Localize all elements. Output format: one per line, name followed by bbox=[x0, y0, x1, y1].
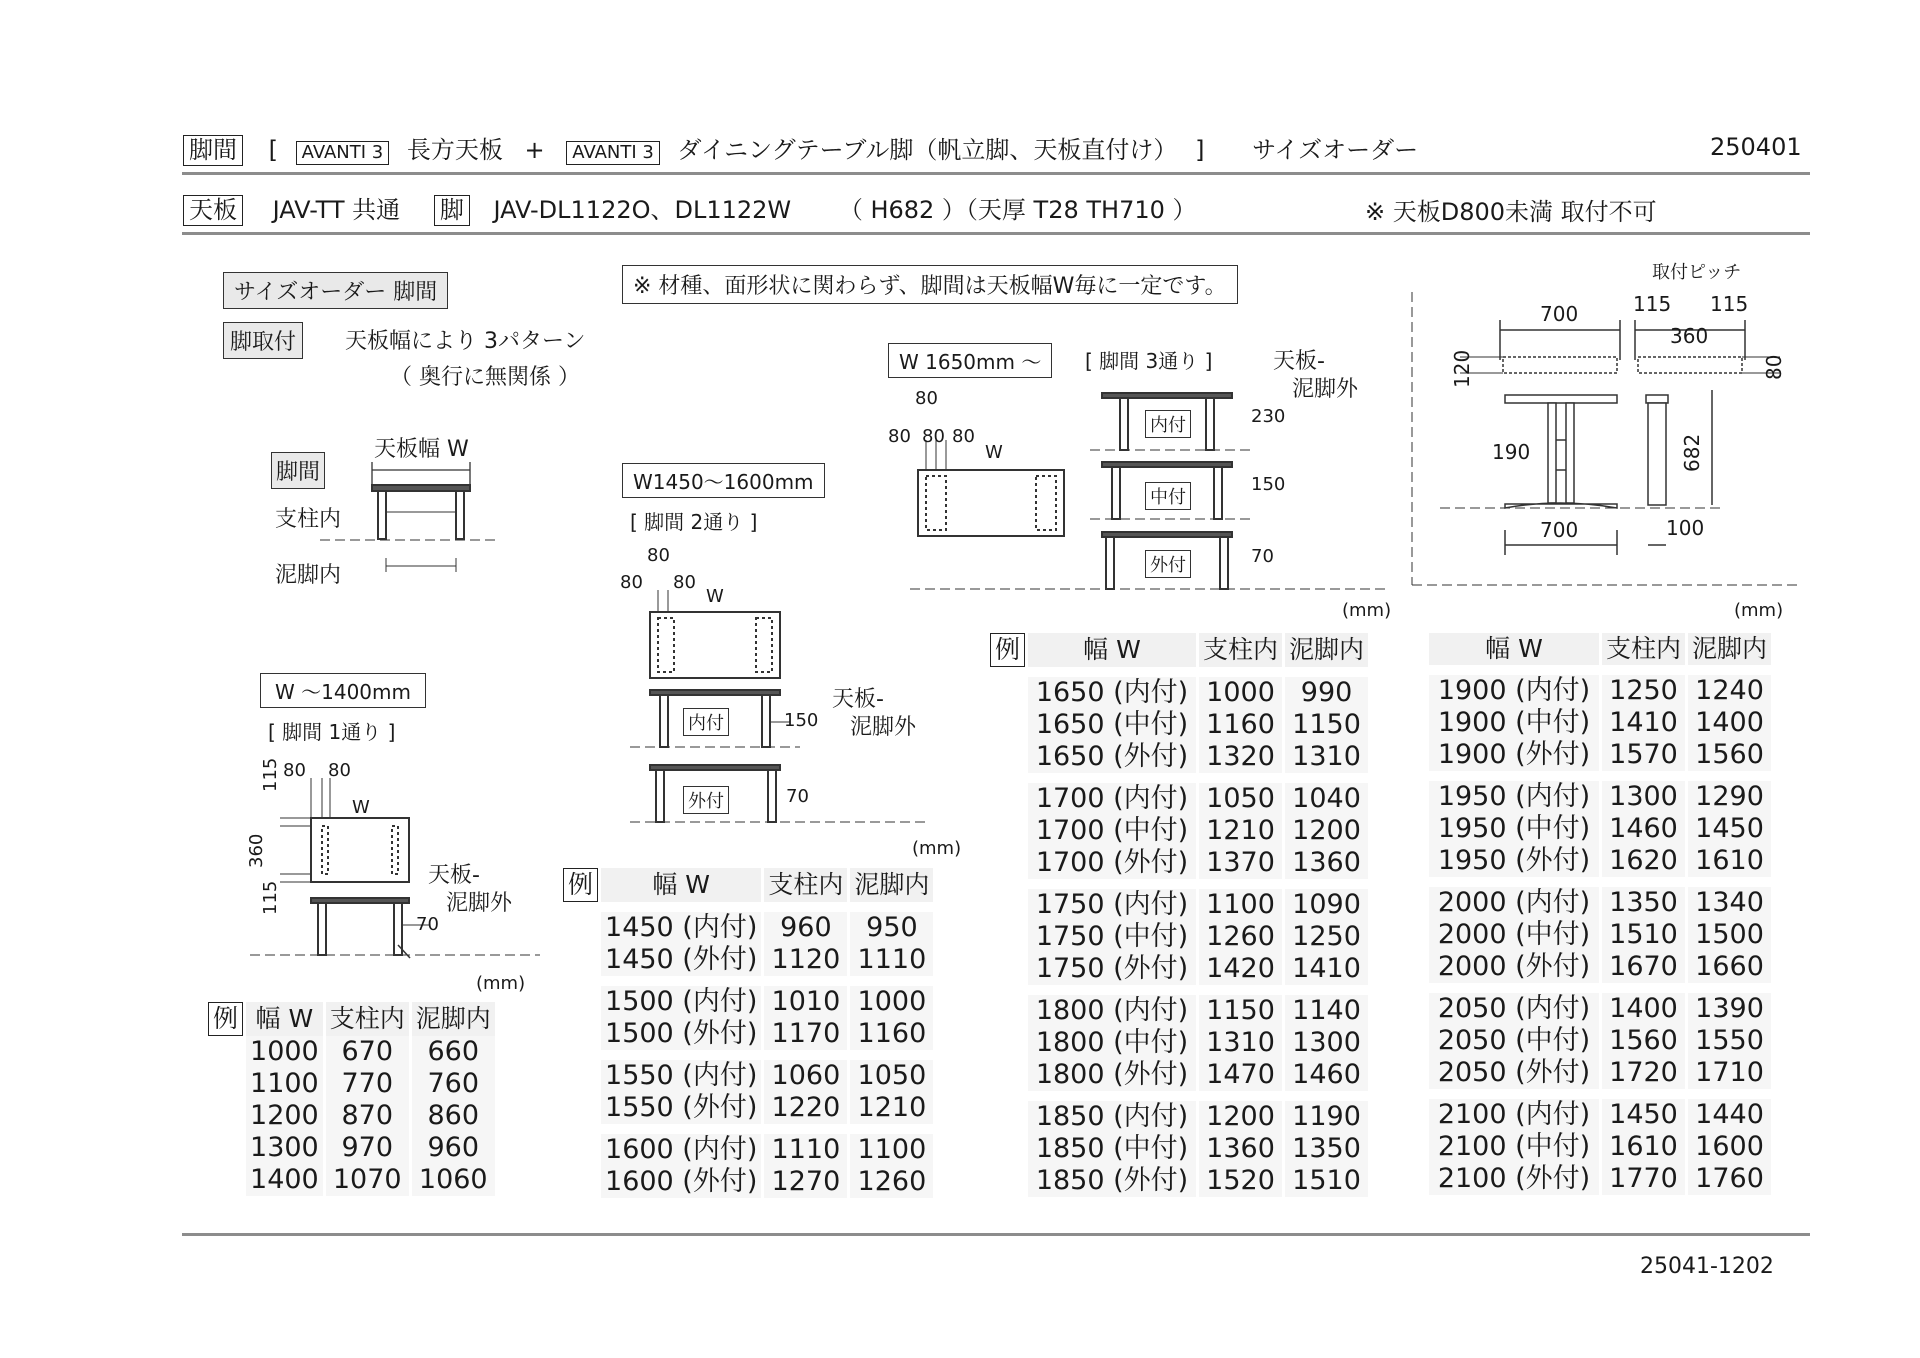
table-row: 2100 (内付) 1450 1440 bbox=[1429, 1099, 1771, 1131]
table-row: 1750 (外付) 1420 1410 bbox=[990, 953, 1368, 985]
table-row: 2050 (内付) 1400 1390 bbox=[1429, 993, 1771, 1025]
p2-label-tenban: 天板- bbox=[832, 687, 884, 712]
notice-box: ※ 材種、面形状に関わらず、脚間は天板幅W毎に一定です。 bbox=[622, 265, 1238, 304]
table-row: 1650 (外付) 1320 1310 bbox=[990, 741, 1368, 773]
table-row: 1850 (中付) 1360 1350 bbox=[990, 1133, 1368, 1165]
table-row: 1600 (外付) 1270 1260 bbox=[563, 1166, 933, 1198]
table-row: 1950 (外付) 1620 1610 bbox=[1429, 845, 1771, 877]
table-row: 1800 (外付) 1470 1460 bbox=[990, 1059, 1368, 1091]
p1-dim-360: 360 bbox=[246, 833, 267, 868]
table-row: 1550 (内付) 1060 1050 bbox=[563, 1060, 933, 1092]
table-row: 2100 (外付) 1770 1760 bbox=[1429, 1163, 1771, 1195]
col-doashi: 泥脚内 bbox=[1285, 633, 1368, 667]
pattern2-count: [ 脚間 2通り ] bbox=[630, 510, 758, 534]
table-row: 1700 (中付) 1210 1200 bbox=[990, 815, 1368, 847]
col-doashi: 泥脚内 bbox=[1688, 633, 1771, 665]
pattern3-range: W 1650mm ～ bbox=[888, 343, 1052, 378]
col-doashi: 泥脚内 bbox=[850, 868, 933, 902]
rei-badge: 例 bbox=[208, 1002, 243, 1036]
table-row: 1900 (中付) 1410 1400 bbox=[1429, 707, 1771, 739]
table-row: 2100 (中付) 1610 1600 bbox=[1429, 1131, 1771, 1163]
p2-dim-70: 70 bbox=[786, 786, 809, 807]
col-shichu: 支柱内 bbox=[1602, 633, 1685, 665]
col-shichu: 支柱内 bbox=[1199, 633, 1282, 667]
p2-dim-80top: 80 bbox=[647, 545, 670, 566]
height-spec: （ H682 ）（天厚 T28 TH710 ） bbox=[838, 196, 1197, 224]
pitch-dim-682: 682 bbox=[1680, 433, 1704, 472]
pitch-dim-700-bottom: 700 bbox=[1540, 518, 1579, 542]
brand-badge-2: AVANTI 3 bbox=[566, 141, 660, 165]
table-row: 1500 (内付) 1010 1000 bbox=[563, 986, 933, 1018]
table-row: 1800 (内付) 1150 1140 bbox=[990, 995, 1368, 1027]
p1-dim-115a: 115 bbox=[260, 757, 281, 792]
p2-dim-150: 150 bbox=[784, 710, 819, 731]
p2-label-doashi: 泥脚外 bbox=[850, 715, 917, 740]
col-doashi: 泥脚内 bbox=[412, 1002, 495, 1036]
table-row: 1900 (外付) 1570 1560 bbox=[1429, 739, 1771, 771]
pitch-dim-360: 360 bbox=[1670, 324, 1709, 348]
attach-label: 脚取付 bbox=[223, 322, 303, 359]
table-row: 1850 (内付) 1200 1190 bbox=[990, 1101, 1368, 1133]
col-width: 幅 W bbox=[246, 1002, 323, 1036]
table-row: 1400 1070 1060 bbox=[208, 1164, 495, 1196]
pattern1-count: [ 脚間 1通り ] bbox=[268, 720, 396, 744]
p2-label-soto: 外付 bbox=[683, 786, 729, 814]
p1-dim-70: 70 bbox=[416, 914, 439, 935]
pattern3-count: [ 脚間 3通り ] bbox=[1085, 349, 1213, 373]
table-row: 1950 (中付) 1460 1450 bbox=[1429, 813, 1771, 845]
p2-label-uchi: 内付 bbox=[683, 708, 729, 736]
table-row: 1750 (中付) 1260 1250 bbox=[990, 921, 1368, 953]
table-row: 1700 (外付) 1370 1360 bbox=[990, 847, 1368, 879]
p3-dim-w: W bbox=[985, 442, 1003, 463]
p1-dim-80b: 80 bbox=[328, 760, 351, 781]
p3-dim-80c: 80 bbox=[952, 426, 975, 447]
p2-unit: (mm) bbox=[912, 838, 962, 859]
diagram-shichu-label: 支柱内 bbox=[275, 507, 342, 532]
col-width: 幅 W bbox=[1028, 633, 1196, 667]
product-1: 長方天板 bbox=[406, 136, 503, 164]
table-row: 1650 (内付) 1000 990 bbox=[990, 677, 1368, 709]
table-row: 1850 (外付) 1520 1510 bbox=[990, 1165, 1368, 1197]
table-row: 1450 (外付) 1120 1110 bbox=[563, 944, 933, 976]
p1-dim-115b: 115 bbox=[260, 880, 281, 915]
pitch-dim-100: 100 bbox=[1666, 516, 1705, 540]
tenban-code: JAV-TT 共通 bbox=[272, 196, 401, 224]
pattern2-range: W1450～1600mm bbox=[622, 463, 825, 498]
p3-label-tenban: 天板- bbox=[1273, 349, 1325, 374]
footer-code: 25041-1202 bbox=[1640, 1254, 1774, 1279]
doc-number: 250401 bbox=[1710, 133, 1802, 161]
kyaku-code: JAV-DL1122O、DL1122W bbox=[493, 196, 792, 224]
pitch-dim-700-top: 700 bbox=[1540, 302, 1579, 326]
p1-dim-w: W bbox=[352, 797, 370, 818]
table-row: 1000 670 660 bbox=[208, 1036, 495, 1068]
pitch-dim-115b: 115 bbox=[1710, 292, 1749, 316]
col-shichu: 支柱内 bbox=[326, 1002, 409, 1036]
p3-label-naka: 中付 bbox=[1145, 482, 1191, 510]
subheader-note: ※ 天板D800未満 取付不可 bbox=[1365, 198, 1657, 226]
p3-dim-80top: 80 bbox=[915, 388, 938, 409]
p1-label-tenban: 天板- bbox=[428, 863, 480, 888]
table-row: 1800 (中付) 1310 1300 bbox=[990, 1027, 1368, 1059]
table-row: 1650 (中付) 1160 1150 bbox=[990, 709, 1368, 741]
brand-badge-1: AVANTI 3 bbox=[296, 141, 390, 165]
size-order-label: サイズオーダー bbox=[1252, 136, 1419, 164]
p2-dim-w: W bbox=[706, 586, 724, 607]
p3-dim-150: 150 bbox=[1251, 474, 1286, 495]
pitch-dim-190: 190 bbox=[1492, 440, 1531, 464]
p2-dim-80l: 80 bbox=[620, 572, 643, 593]
pattern1-range: W ～1400mm bbox=[260, 673, 426, 708]
p1-label-doashi: 泥脚外 bbox=[446, 891, 513, 916]
table-row: 2000 (外付) 1670 1660 bbox=[1429, 951, 1771, 983]
table-row: 1300 970 960 bbox=[208, 1132, 495, 1164]
rei-badge: 例 bbox=[563, 868, 598, 902]
pitch-dim-115a: 115 bbox=[1633, 292, 1672, 316]
p3-dim-80b: 80 bbox=[922, 426, 945, 447]
table-row: 2000 (中付) 1510 1500 bbox=[1429, 919, 1771, 951]
table-row: 1200 870 860 bbox=[208, 1100, 495, 1132]
p3-label-doashi: 泥脚外 bbox=[1292, 377, 1359, 402]
table-row: 2050 (外付) 1720 1710 bbox=[1429, 1057, 1771, 1089]
table-row: 1900 (内付) 1250 1240 bbox=[1429, 675, 1771, 707]
tenban-label: 天板 bbox=[183, 195, 243, 226]
table-row: 1950 (内付) 1300 1290 bbox=[1429, 781, 1771, 813]
attach-desc-2: （ 奥行に無関係 ） bbox=[390, 365, 580, 390]
p3-unit-1: (mm) bbox=[1342, 600, 1392, 621]
p3-label-uchi: 内付 bbox=[1145, 410, 1191, 438]
kyaku-label: 脚 bbox=[434, 195, 470, 226]
table-row: 1450 (内付) 960 950 bbox=[563, 912, 933, 944]
table-row: 1550 (外付) 1220 1210 bbox=[563, 1092, 933, 1124]
p3-dim-230: 230 bbox=[1251, 406, 1286, 427]
diagram-doashi-label: 泥脚内 bbox=[275, 563, 342, 588]
diagram-width-label: 天板幅 W bbox=[374, 437, 469, 462]
table-row: 1100 770 760 bbox=[208, 1068, 495, 1100]
p2-dim-80r: 80 bbox=[673, 572, 696, 593]
table-row: 1600 (内付) 1110 1100 bbox=[563, 1134, 933, 1166]
pitch-dim-120: 120 bbox=[1450, 349, 1474, 388]
p3-unit-2: (mm) bbox=[1734, 600, 1784, 621]
kyakuma-label: 脚間 bbox=[183, 135, 243, 166]
p1-dim-80a: 80 bbox=[283, 760, 306, 781]
pitch-dim-80: 80 bbox=[1762, 354, 1786, 380]
table-row: 2000 (内付) 1350 1340 bbox=[1429, 887, 1771, 919]
table-row: 2050 (中付) 1560 1550 bbox=[1429, 1025, 1771, 1057]
pitch-title: 取付ピッチ bbox=[1652, 262, 1742, 283]
product-2: ダイニングテーブル脚（帆立脚、天板直付け） bbox=[677, 136, 1178, 164]
footer-divider bbox=[182, 1233, 1810, 1236]
p3-label-soto: 外付 bbox=[1145, 550, 1191, 578]
table-row: 1500 (外付) 1170 1160 bbox=[563, 1018, 933, 1050]
diagram-kyakuma-label: 脚間 bbox=[271, 452, 325, 489]
plus-sign: + bbox=[524, 136, 545, 164]
bracket-open: [ bbox=[268, 136, 279, 164]
rei-badge: 例 bbox=[990, 633, 1025, 667]
col-width: 幅 W bbox=[601, 868, 761, 902]
p3-dim-70: 70 bbox=[1251, 546, 1274, 567]
bracket-close: ] bbox=[1195, 136, 1205, 164]
table-row: 1750 (内付) 1100 1090 bbox=[990, 889, 1368, 921]
col-shichu: 支柱内 bbox=[764, 868, 847, 902]
col-width: 幅 W bbox=[1429, 633, 1599, 665]
table-row: 1700 (内付) 1050 1040 bbox=[990, 783, 1368, 815]
size-order-title: サイズオーダー 脚間 bbox=[223, 272, 448, 309]
p1-unit: (mm) bbox=[476, 973, 526, 994]
attach-desc-1: 天板幅により 3パターン bbox=[345, 329, 586, 354]
p3-dim-80a: 80 bbox=[888, 426, 911, 447]
